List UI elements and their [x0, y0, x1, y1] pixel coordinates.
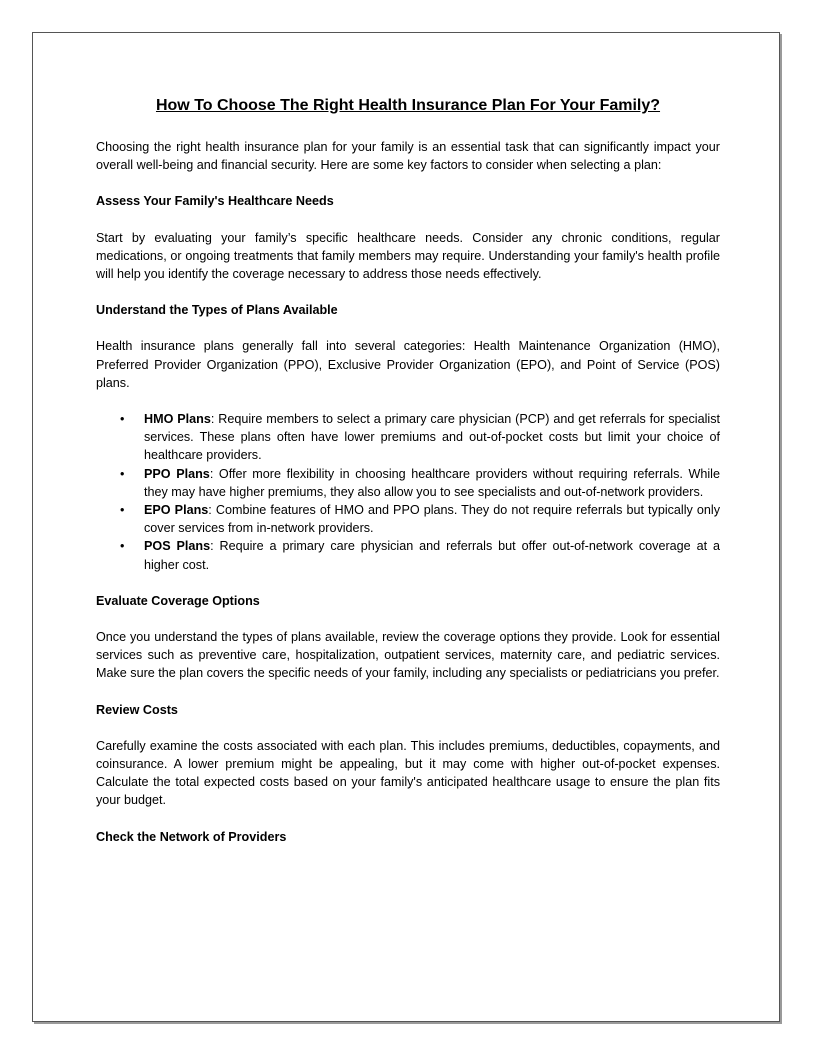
page-title: How To Choose The Right Health Insurance Plan For Your Family? — [155, 97, 661, 114]
list-item — [120, 465, 720, 501]
section-heading-plan-types: Understand the Types of Plans Available — [96, 303, 338, 318]
list-item — [120, 501, 720, 537]
document-body — [96, 96, 720, 864]
bullet-icon: • — [120, 503, 125, 518]
plan-name: PPO Plans — [144, 466, 210, 481]
plan-name: HMO Plans — [144, 412, 211, 427]
section-body-plan-types: Health insurance plans generally fall into several categories: Health Maintenance Organization (HMO), Preferred Provider Organization (PPO), Exclusive Provider Organization (EPO), and Point of Service (POS) plans. — [96, 339, 720, 390]
plan-description: : Require members to select a primary care physician (PCP) and get referrals for specialist services. These plans often have lower premiums and out-of-pocket costs but limit your choice of healthcare providers. — [144, 412, 720, 463]
section-body-assess: Start by evaluating your family’s specific healthcare needs. Consider any chronic conditions, regular medications, or ongoing treatments that family members may require. Understanding your family's health profile will help you identify the coverage necessary to address those needs effectively. — [96, 230, 720, 282]
section-heading-assess: Assess Your Family's Healthcare Needs — [96, 194, 334, 209]
section-heading-coverage: Evaluate Coverage Options — [96, 593, 260, 608]
intro-paragraph: Choosing the right health insurance plan for your family is an essential task that can significantly impact your overall well-being and financial security. Here are some key factors to consider when selecting a plan: — [96, 140, 720, 173]
section-body-costs: Carefully examine the costs associated with each plan. This includes premiums, deductibles, copayments, and coinsurance. A lower premium might be appealing, but it may come with higher out-of-pocket expenses. Calculate the total expected costs based on your family's anticipated healthcare usage to ensure the plan fits your budget. — [96, 738, 720, 808]
plan-name: EPO Plans — [144, 503, 209, 518]
bullet-icon: • — [120, 466, 125, 481]
plan-description: : Require a primary care physician and referrals but offer out-of-network coverage at a higher cost. — [144, 539, 720, 572]
list-item — [120, 537, 720, 573]
plan-description: : Combine features of HMO and PPO plans. They do not require referrals but typically only cover services from in-network providers. — [144, 503, 720, 536]
section-heading-network: Check the Network of Providers — [96, 829, 287, 844]
section-body-coverage: Once you understand the types of plans available, review the coverage options they provide. Look for essential services such as preventive care, hospitalization, outpatient services, maternity care, and pediatric services. Make sure the plan covers the specific needs of your family, including any specialists or pediatricians you prefer. — [96, 630, 720, 681]
plan-description: : Offer more flexibility in choosing healthcare providers without requiring referrals. While they may have higher premiums, they also allow you to see specialists and out-of-network providers. — [144, 466, 720, 499]
section-heading-costs: Review Costs — [96, 702, 178, 717]
bullet-icon: • — [120, 412, 125, 427]
bullet-icon: • — [120, 539, 125, 554]
plan-name: POS Plans — [144, 539, 211, 554]
list-item — [120, 410, 720, 465]
plan-types-list — [96, 410, 720, 574]
